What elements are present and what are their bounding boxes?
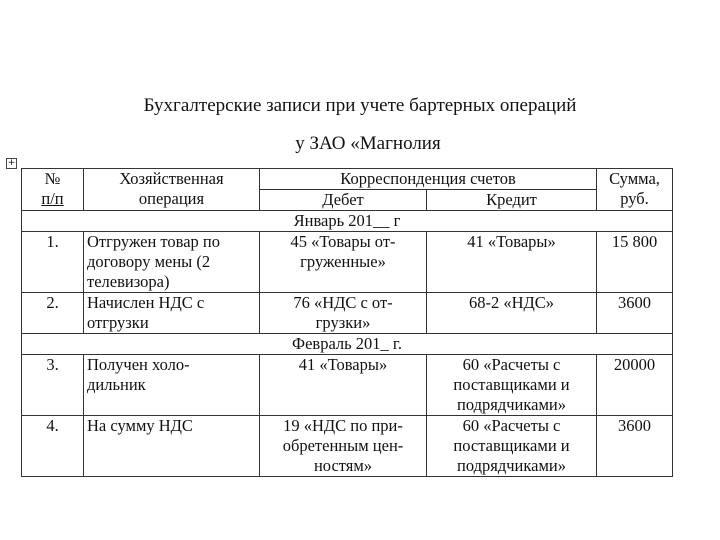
header-credit: Кредит bbox=[427, 190, 597, 211]
row-operation-line: отгрузки bbox=[87, 313, 149, 332]
document-title: Бухгалтерские записи при учете бартерных операций bbox=[143, 95, 577, 116]
row-credit-line: 60 «Расчеты с bbox=[462, 416, 561, 435]
header-operation-line2: операция bbox=[138, 189, 205, 208]
table-row bbox=[22, 416, 673, 477]
row-num: 3. bbox=[22, 355, 84, 416]
header-operation bbox=[84, 169, 260, 211]
row-credit-line: поставщиками и bbox=[453, 436, 570, 455]
row-debit bbox=[260, 232, 427, 293]
header-correspondence: Корреспонденция счетов bbox=[260, 169, 597, 190]
row-debit-line: 76 «НДС с от- bbox=[293, 293, 393, 312]
row-amount: 15 800 bbox=[597, 232, 673, 293]
row-credit bbox=[427, 293, 597, 334]
row-credit bbox=[427, 232, 597, 293]
header-amount-line2: руб. bbox=[620, 189, 649, 208]
header-amount bbox=[597, 169, 673, 211]
row-operation bbox=[84, 355, 260, 416]
row-amount: 3600 bbox=[597, 416, 673, 477]
table-move-handle-icon[interactable]: + bbox=[7, 158, 16, 168]
row-operation bbox=[84, 293, 260, 334]
header-num bbox=[22, 169, 84, 211]
row-debit-line: ностям» bbox=[313, 456, 373, 475]
row-amount: 20000 bbox=[597, 355, 673, 416]
table-row bbox=[22, 355, 673, 416]
row-operation-line: дильник bbox=[87, 375, 146, 394]
table-row bbox=[22, 293, 673, 334]
row-debit-line: 19 «НДС по при- bbox=[283, 416, 403, 435]
row-operation-line: Начислен НДС с bbox=[87, 293, 205, 312]
row-debit bbox=[260, 416, 427, 477]
row-operation-line: На сумму НДС bbox=[87, 416, 193, 435]
row-debit-line: 45 «Товары от- bbox=[290, 232, 396, 251]
row-operation-line: договору мены (2 bbox=[87, 252, 211, 271]
period-row bbox=[22, 334, 673, 355]
row-credit-line: поставщиками и bbox=[453, 375, 570, 394]
row-credit-line: 60 «Расчеты с bbox=[462, 355, 561, 374]
row-debit bbox=[260, 355, 427, 416]
row-operation-line: Получен холо- bbox=[87, 355, 190, 374]
row-debit bbox=[260, 293, 427, 334]
row-amount: 3600 bbox=[597, 293, 673, 334]
header-num-line2: п/п bbox=[41, 189, 64, 208]
row-operation bbox=[84, 232, 260, 293]
row-credit bbox=[427, 355, 597, 416]
row-operation bbox=[84, 416, 260, 477]
row-debit-line: груженные» bbox=[300, 252, 386, 271]
row-credit bbox=[427, 416, 597, 477]
row-num: 1. bbox=[22, 232, 84, 293]
period-label: Январь 201__ г bbox=[22, 211, 673, 232]
row-num: 4. bbox=[22, 416, 84, 477]
period-label: Февраль 201_ г. bbox=[22, 334, 673, 355]
table-row bbox=[22, 232, 673, 293]
table-header-row bbox=[22, 169, 673, 190]
header-amount-line1: Сумма, bbox=[609, 169, 660, 188]
header-operation-line1: Хозяйственная bbox=[119, 169, 224, 188]
row-num: 2. bbox=[22, 293, 84, 334]
row-operation-line: Отгружен товар по bbox=[87, 232, 221, 251]
row-credit-line: 41 «Товары» bbox=[467, 232, 556, 251]
row-operation-line: телевизора) bbox=[87, 272, 170, 291]
header-num-line1: № bbox=[44, 169, 61, 188]
row-credit-line: подрядчиками» bbox=[457, 395, 566, 414]
row-credit-line: подрядчиками» bbox=[457, 456, 566, 475]
row-debit-line: 41 «Товары» bbox=[298, 355, 388, 374]
period-row bbox=[22, 211, 673, 232]
row-debit-line: грузки» bbox=[315, 313, 371, 332]
row-debit-line: обретенным цен- bbox=[282, 436, 404, 455]
barter-entries-table bbox=[21, 168, 673, 477]
row-credit-line: 68-2 «НДС» bbox=[468, 293, 555, 312]
header-debit: Дебет bbox=[260, 190, 427, 211]
document-subtitle: у ЗАО «Магнолия bbox=[295, 133, 441, 154]
